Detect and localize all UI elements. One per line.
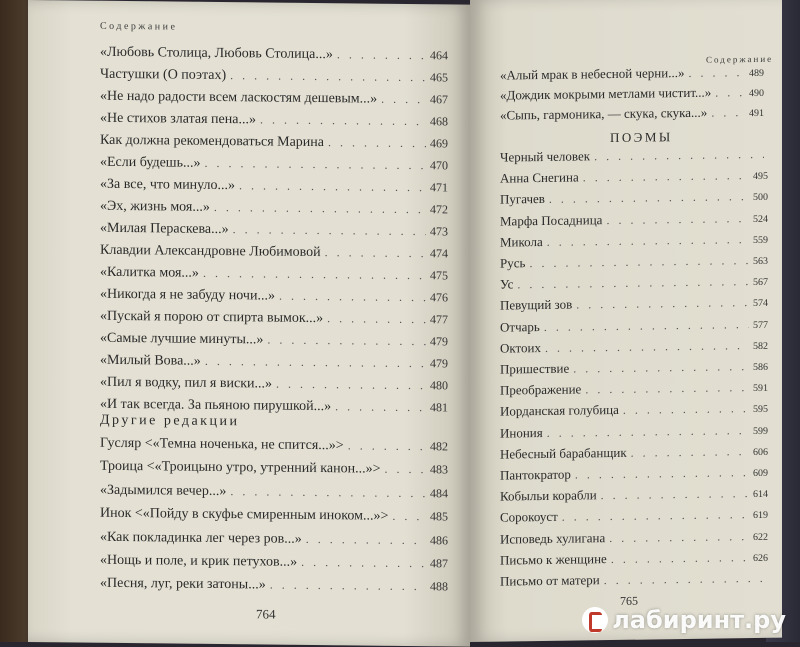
- toc-entry-page: 479: [430, 356, 448, 371]
- toc-entry-title: Письмо к женщине: [500, 550, 607, 568]
- toc-entry-page: 563: [753, 255, 768, 268]
- toc-entry-page: 490: [749, 87, 764, 100]
- toc-entry-page: 489: [749, 67, 764, 80]
- dot-leader: [549, 189, 749, 207]
- dot-leader: [544, 317, 749, 335]
- toc-entry-title: Преображение: [500, 381, 582, 398]
- dot-leader: [267, 333, 426, 350]
- toc-entry: [100, 459, 448, 479]
- toc-entry-page: 471: [430, 180, 448, 195]
- toc-entry-page: 476: [430, 290, 448, 305]
- dot-leader: [547, 423, 749, 441]
- toc-entry: [500, 421, 768, 441]
- toc-entry: [500, 146, 768, 166]
- toc-entry-title: «И так всегда. За пьяною пирушкой...»: [100, 396, 332, 415]
- toc-entry: [100, 67, 448, 87]
- toc-entry-title: Письмо от матери: [500, 572, 600, 589]
- dot-leader: [381, 92, 426, 107]
- toc-entry-title: Пантократор: [500, 466, 571, 483]
- dot-leader: [623, 401, 749, 418]
- toc-entry: [500, 104, 764, 124]
- toc-entry-title: Микола: [500, 233, 543, 250]
- dot-leader: [384, 462, 426, 477]
- toc-entry: [100, 553, 448, 573]
- toc-entry-page: 599: [753, 425, 768, 437]
- dot-leader: [306, 532, 426, 548]
- dot-leader: [230, 484, 426, 501]
- page-number: 765: [620, 593, 638, 608]
- toc-entry-title: «Милая Перaскева...»: [100, 220, 229, 238]
- watermark-text: лабиринт.ру: [612, 606, 786, 634]
- dot-leader: [279, 289, 426, 306]
- toc-entry-page: 591: [753, 383, 768, 395]
- dot-leader: [594, 147, 764, 164]
- toc-entry: [100, 265, 448, 285]
- dot-leader: [260, 112, 426, 129]
- toc-entry-page: 487: [430, 556, 448, 571]
- left-page: [28, 0, 470, 647]
- toc-entry-page: 524: [753, 213, 768, 225]
- toc-entry-title: Певущий зов: [500, 296, 573, 313]
- toc-entry-title: «Никогда я не забуду ночи...»: [100, 286, 275, 304]
- toc-entry-page: 485: [430, 509, 448, 524]
- toc-entry-title: «Нощь и поле, и крик петухов...»: [100, 552, 298, 570]
- toc-entry-page: 483: [430, 462, 448, 477]
- toc-entry-title: «Пил я водку, пил я виски...»: [100, 374, 272, 392]
- toc-entry-page: 609: [753, 467, 768, 480]
- toc-entry-page: 500: [753, 192, 768, 204]
- toc-entry-page: 586: [753, 361, 768, 374]
- dot-leader: [233, 222, 426, 239]
- toc-entry-title: Как должна рекомендоваться Марина: [100, 132, 324, 151]
- toc-entry-title: Гусляр <«Темна ноченька, не спится...»>: [100, 435, 344, 454]
- toc-entry-title: «Калитка моя...»: [100, 264, 199, 281]
- toc-entry: [100, 529, 448, 549]
- dot-leader: [604, 571, 764, 588]
- toc-entry: [500, 443, 768, 463]
- toc-entry-title: «Не надо радости всем ласкостям дешевым...»: [100, 88, 378, 107]
- toc-entry: [100, 309, 448, 329]
- toc-entry-page: 606: [753, 446, 768, 458]
- dot-leader: [337, 47, 426, 63]
- dot-leader: [325, 245, 426, 261]
- toc-entry-title: «Сыпь, гармоника, — скука, скука...»: [500, 104, 708, 123]
- toc-entry: [500, 464, 768, 484]
- dot-leader: [204, 156, 426, 173]
- toc-entry-page: 488: [430, 579, 448, 594]
- toc-entry-page: 626: [753, 552, 768, 564]
- toc-entry-title: «Любовь Столица, Любовь Столица...»: [100, 44, 333, 63]
- toc-entry-title: «Эх, жизнь моя...»: [100, 198, 210, 215]
- toc-entry: [500, 64, 764, 84]
- toc-entry-title: Черный человек: [500, 148, 591, 165]
- toc-entry: [500, 379, 768, 399]
- toc-entry: [500, 273, 768, 293]
- toc-entry-page: 484: [430, 486, 448, 501]
- dot-leader: [203, 266, 426, 283]
- toc-entry: [500, 315, 768, 335]
- dot-leader: [214, 200, 426, 217]
- toc-entry: [500, 570, 768, 590]
- toc-entry: [100, 375, 448, 395]
- toc-entry-title: Троица <«Троицыно утро, утренний канон...»>: [100, 459, 381, 478]
- toc-entry-title: Небесный барабанщик: [500, 444, 627, 462]
- toc-entry-page: 468: [430, 114, 448, 129]
- dot-leader: [575, 465, 749, 482]
- toc-entry-title: «Самые лучшие минуты...»: [100, 330, 264, 348]
- toc-entry-page: 465: [430, 70, 448, 85]
- toc-entry-page: 495: [753, 171, 768, 183]
- toc-entry-title: Ус: [500, 276, 514, 292]
- toc-entry-title: Пугачев: [500, 191, 545, 207]
- toc-entry: [100, 133, 448, 153]
- toc-entry: [100, 177, 448, 197]
- dot-leader: [517, 274, 749, 292]
- toc-entry: [100, 331, 448, 351]
- dot-leader: [711, 105, 745, 120]
- toc-entry-page: 477: [430, 312, 448, 327]
- dot-leader: [392, 509, 426, 524]
- dot-leader: [529, 253, 749, 271]
- toc-entry-title: Иорданская голубица: [500, 402, 619, 419]
- toc-entry: [500, 400, 768, 420]
- toc-entry-title: Сорокоуст: [500, 509, 558, 525]
- dot-leader: [601, 486, 749, 503]
- watermark: [582, 606, 786, 634]
- dot-leader: [327, 311, 426, 327]
- running-head: Содержание: [100, 20, 178, 33]
- dot-leader: [239, 178, 426, 195]
- toc-entry-page: 559: [753, 234, 768, 246]
- toc-entry-title: «Милый Вова...»: [100, 352, 201, 369]
- section-title: ПОЭМЫ: [610, 129, 673, 146]
- toc-entry-page: 574: [753, 298, 768, 310]
- toc-entry: [100, 506, 448, 526]
- toc-entry-title: Отчарь: [500, 318, 540, 335]
- labirint-logo-icon: [582, 607, 608, 633]
- dot-leader: [276, 377, 426, 394]
- dot-leader: [301, 555, 426, 571]
- dot-leader: [688, 65, 745, 81]
- toc-entry-page: 482: [430, 439, 448, 454]
- dot-leader: [335, 399, 426, 415]
- toc-entry-page: 470: [430, 158, 448, 173]
- toc-entry-title: Клавдии Александровне Любимовой: [100, 242, 321, 261]
- dot-leader: [230, 68, 426, 85]
- dot-leader: [631, 444, 749, 461]
- toc-entry-page: 473: [430, 224, 448, 239]
- dot-leader: [585, 380, 749, 397]
- toc-entry: [500, 358, 768, 378]
- toc-entry-title: «Пускай я порою от спирта вымок...»: [100, 308, 324, 327]
- toc-entry-title: Пришествие: [500, 360, 570, 377]
- toc-entry: [500, 188, 768, 208]
- toc-entry-title: «Если будешь...»: [100, 154, 201, 171]
- toc-entry: [500, 84, 764, 104]
- toc-entry: [100, 483, 448, 503]
- toc-entry-page: 622: [753, 531, 768, 543]
- dot-leader: [606, 211, 749, 228]
- toc-entry-title: Русь: [500, 255, 526, 271]
- dot-leader: [328, 135, 426, 151]
- toc-entry-title: Инок <«Пойду в скуфье смиренным иноком...»>: [100, 505, 389, 524]
- toc-entry-title: «Не стихов златая пена...»: [100, 110, 256, 128]
- toc-entry: [100, 221, 448, 241]
- toc-entry: [100, 111, 448, 131]
- toc-entry-page: 467: [430, 92, 448, 107]
- toc-entry-title: «Песня, луг, реки затоны...»: [100, 576, 266, 593]
- toc-entry: [500, 485, 768, 505]
- toc-entry-title: Анна Снегина: [500, 169, 579, 186]
- toc-entry-page: 567: [753, 277, 768, 289]
- dot-leader: [576, 295, 749, 312]
- toc-entry-page: 469: [430, 136, 448, 151]
- toc-entry-page: 595: [753, 404, 768, 416]
- toc-entry: [100, 89, 448, 109]
- toc-entry-title: Частушки (О поэтах): [100, 66, 227, 84]
- toc-entry: [500, 231, 768, 251]
- toc-entry: [100, 199, 448, 219]
- toc-entry-title: «Алый мрак в небесной черни...»: [500, 65, 685, 83]
- toc-entry: [100, 287, 448, 307]
- toc-entry-page: 619: [753, 510, 768, 522]
- toc-entry: [100, 576, 448, 596]
- toc-entry: [500, 209, 768, 229]
- dot-leader: [583, 168, 749, 185]
- toc-entry-title: Кобыльи корабли: [500, 487, 597, 504]
- toc-entry-title: «Задымился вечер...»: [100, 482, 227, 499]
- dot-leader: [205, 354, 426, 371]
- toc-entry-title: «Как покладинка лег через ров...»: [100, 529, 302, 547]
- dot-leader: [715, 85, 745, 100]
- toc-entry-title: «За все, что минуло...»: [100, 176, 236, 194]
- toc-entry: [100, 45, 448, 65]
- toc-entry-page: 479: [430, 334, 448, 349]
- dot-leader: [611, 550, 749, 567]
- toc-entry-title: Октоих: [500, 339, 541, 356]
- toc-entry-title: «Дождик мокрыми метлами чистит...»: [500, 84, 712, 103]
- toc-entry-page: 491: [749, 107, 764, 120]
- dot-leader: [270, 578, 426, 595]
- dot-leader: [573, 359, 749, 376]
- toc-entry: [100, 353, 448, 373]
- dot-leader: [348, 438, 426, 454]
- toc-entry-page: 472: [430, 202, 448, 217]
- running-head: Содержание: [706, 53, 774, 65]
- toc-entry: [500, 167, 768, 187]
- dot-leader: [545, 338, 749, 356]
- toc-entry-title: Марфа Посадница: [500, 211, 603, 229]
- dot-leader: [562, 507, 749, 525]
- toc-entry-page: 577: [753, 319, 768, 331]
- right-page: [470, 0, 782, 642]
- toc-entry-page: 486: [430, 532, 448, 547]
- section-title: Другие редакции: [100, 412, 240, 430]
- toc-entry-title: Исповедь хулигана: [500, 529, 606, 547]
- page-number: 764: [256, 606, 276, 622]
- toc-entry-page: 475: [430, 268, 448, 283]
- toc-entry-page: 614: [753, 489, 768, 501]
- toc-entry: [500, 549, 768, 569]
- toc-entry: [500, 506, 768, 526]
- toc-entry: [100, 243, 448, 263]
- toc-entry: [500, 252, 768, 272]
- toc-entry: [100, 436, 448, 456]
- toc-entry: [500, 294, 768, 314]
- dot-leader: [547, 232, 749, 250]
- dot-leader: [609, 529, 749, 546]
- toc-entry-page: 474: [430, 246, 448, 261]
- toc-entry: [100, 155, 448, 175]
- toc-entry-page: 481: [430, 400, 448, 415]
- toc-entry-page: 464: [430, 48, 448, 63]
- toc-entry: [500, 527, 768, 547]
- toc-entry-page: 480: [430, 378, 448, 393]
- toc-entry-page: 582: [753, 340, 768, 352]
- toc-entry-title: Инония: [500, 424, 543, 441]
- toc-entry: [500, 337, 768, 357]
